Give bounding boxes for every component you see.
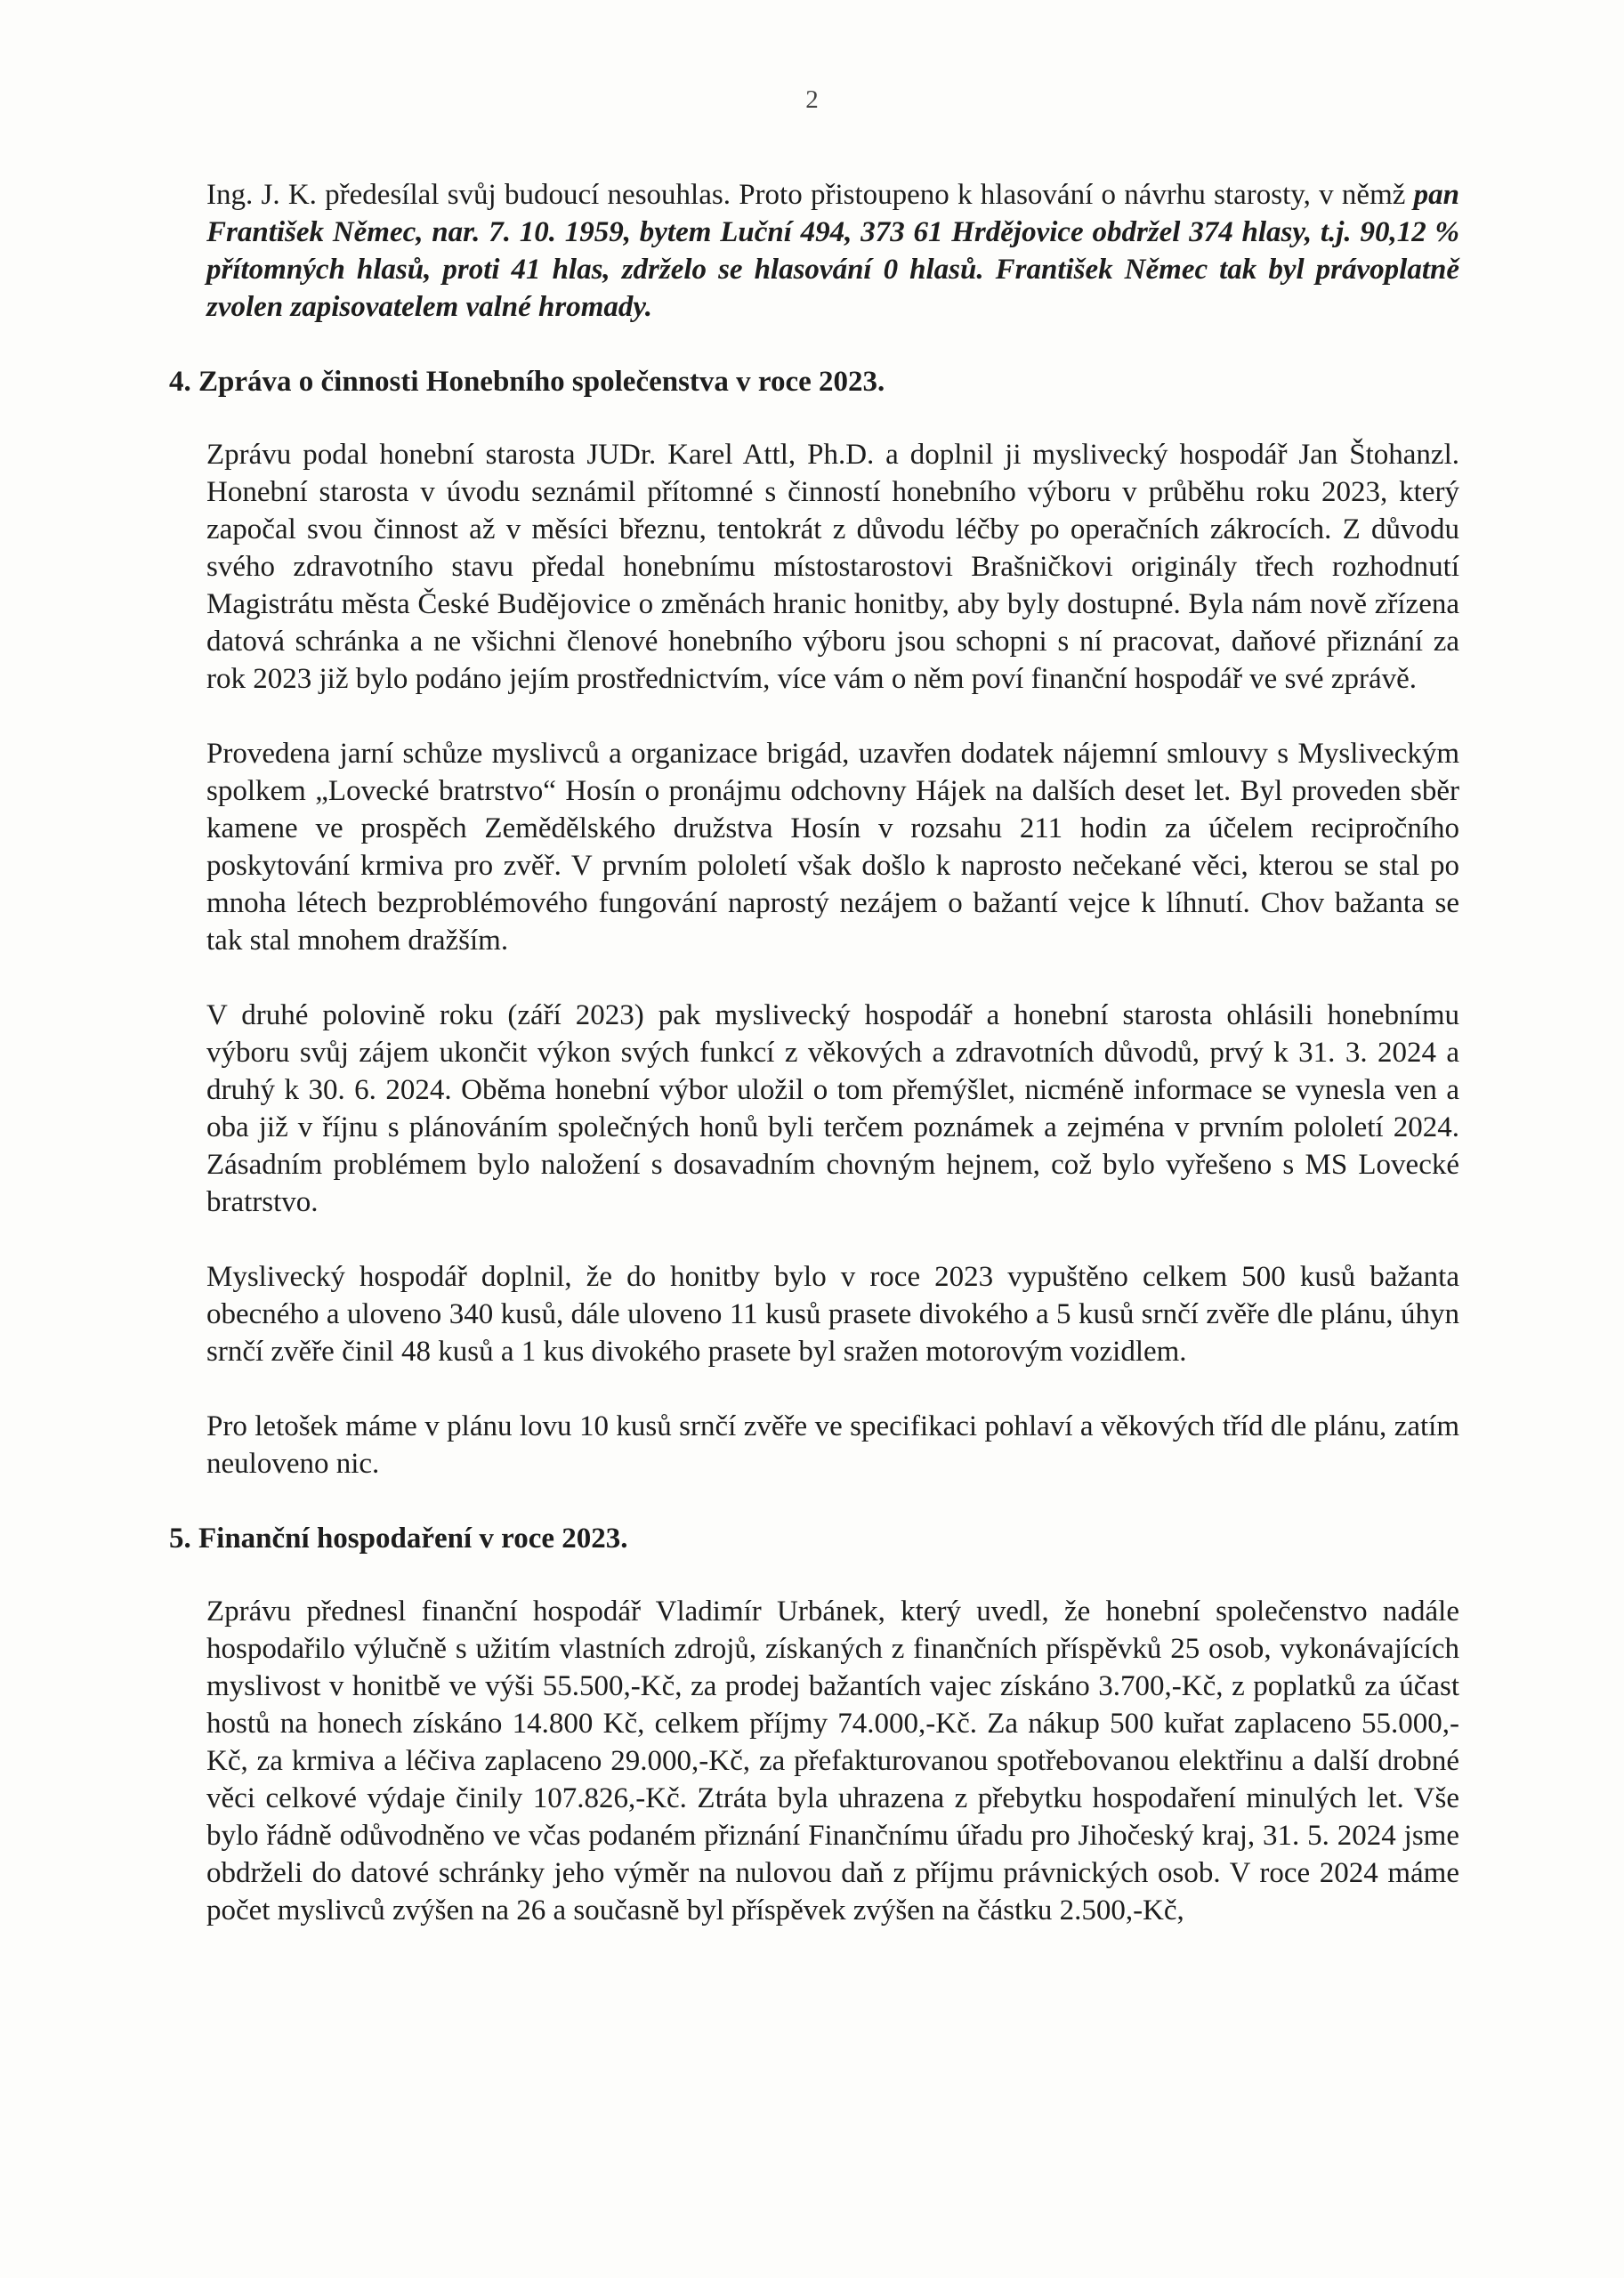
page-number: 2 xyxy=(805,85,819,114)
document-body xyxy=(169,176,1459,1929)
section-5-paragraph-1: Zprávu přednesl finanční hospodář Vladimír Urbánek, který uvedl, že honební společenstvo nadále hospodařilo výlučně s užitím vlastních zdrojů, získaných z finančních příspěvků 25 osob, vykonávajících myslivost v honitbě ve výši 55.500,-Kč, za prodej bažantích vajec získáno 3.700,-Kč, z poplatků za účast hostů na honech získáno 14.800 Kč, celkem příjmy 74.000,-Kč. Za nákup 500 kuřat zaplaceno 55.000,-Kč, za krmiva a léčiva zaplaceno 29.000,-Kč, za přefakturovanou spotřebovanou elektřinu a další drobné věci celkové výdaje činily 107.826,-Kč. Ztráta byla uhrazena z přebytku hospodaření minulých let. Vše bylo řádně odůvodněno ve včas podaném přiznání Finančnímu úřadu pro Jihočeský kraj, 31. 5. 2024 jsme obdrželi do datové schránky jeho výměr na nulovou daň z příjmu právnických osob. V roce 2024 máme počet myslivců zvýšen na 26 a současně byl příspěvek zvýšen na částku 2.500,-Kč, xyxy=(206,1595,1459,1927)
section-5-heading: 5. Finanční hospodaření v roce 2023. xyxy=(169,1523,628,1555)
section-4-paragraph-5: Pro letošek máme v plánu lovu 10 kusů srnčí zvěře ve specifikaci pohlaví a věkových tříd dle plánu, zatím neuloveno nic. xyxy=(206,1410,1459,1480)
section-4-paragraph-2: Provedena jarní schůze myslivců a organizace brigád, uzavřen dodatek nájemní smlouvy s Mysliveckým spolkem „Lovecké bratrstvo“ Hosín o pronájmu odchovny Hájek na dalších deset let. Byl proveden sběr kamene ve prospěch Zemědělského družstva Hosín v rozsahu 211 hodin za účelem recipročního poskytování krmiva pro zvěř. V prvním pololetí však došlo k naprosto nečekané věci, kterou se stal po mnoha létech bezproblémového fungování naprostý nezájem o bažantí vejce k líhnutí. Chov bažanta se tak stal mnohem dražším. xyxy=(206,738,1459,957)
intro-bold-text: pan František Němec, nar. 7. 10. 1959, bytem Luční 494, 373 61 Hrdějovice obdržel 374 hlasy, t.j. 90,12 % přítomných hlasů, proti 41 hlas, zdrželo se hlasování 0 hlasů. František Němec tak byl právoplatně zvolen zapisovatelem valné hromady. xyxy=(206,179,1459,323)
intro-plain-text: Ing. J. K. předesílal svůj budoucí nesouhlas. Proto přistoupeno k hlasování o návrhu starosty, v němž xyxy=(206,179,1414,211)
section-4-paragraph-1: Zprávu podal honební starosta JUDr. Karel Attl, Ph.D. a doplnil ji myslivecký hospodář Jan Štohanzl. Honební starosta v úvodu seznámil přítomné s činností honebního výboru v průběhu roku 2023, který započal svou činnost až v měsíci březnu, tentokrát z důvodu léčby po operačních zákrocích. Z důvodu svého zdravotního stavu předal honebnímu místostarostovi Brašničkovi originály třech rozhodnutí Magistrátu města České Budějovice o změnách hranic honitby, aby byly dostupné. Byla nám nově zřízena datová schránka a ne všichni členové honebního výboru jsou schopni s ní pracovat, daňové přiznání za rok 2023 již bylo podáno jejím prostřednictvím, více vám o něm poví finanční hospodář ve své zprávě. xyxy=(206,439,1459,695)
section-4-heading: 4. Zpráva o činnosti Honebního společenstva v roce 2023. xyxy=(169,366,885,398)
section-4-paragraph-3: V druhé polovině roku (září 2023) pak myslivecký hospodář a honební starosta ohlásili honebnímu výboru svůj zájem ukončit výkon svých funkcí z věkových a zdravotních důvodů, prvý k 31. 3. 2024 a druhý k 30. 6. 2024. Oběma honební výbor uložil o tom přemýšlet, nicméně informace se vynesla ven a oba již v říjnu s plánováním společných honů byli terčem poznámek a zejména v prvním pololetí 2024. Zásadním problémem bylo naložení s dosavadním chovným hejnem, což bylo vyřešeno s MS Lovecké bratrstvo. xyxy=(206,999,1459,1218)
section-4-paragraph-4: Myslivecký hospodář doplnil, že do honitby bylo v roce 2023 vypuštěno celkem 500 kusů bažanta obecného a uloveno 340 kusů, dále uloveno 11 kusů prasete divokého a 5 kusů srnčí zvěře dle plánu, úhyn srnčí zvěře činil 48 kusů a 1 kus divokého prasete byl sražen motorovým vozidlem. xyxy=(206,1261,1459,1368)
intro-paragraph xyxy=(206,176,1459,326)
